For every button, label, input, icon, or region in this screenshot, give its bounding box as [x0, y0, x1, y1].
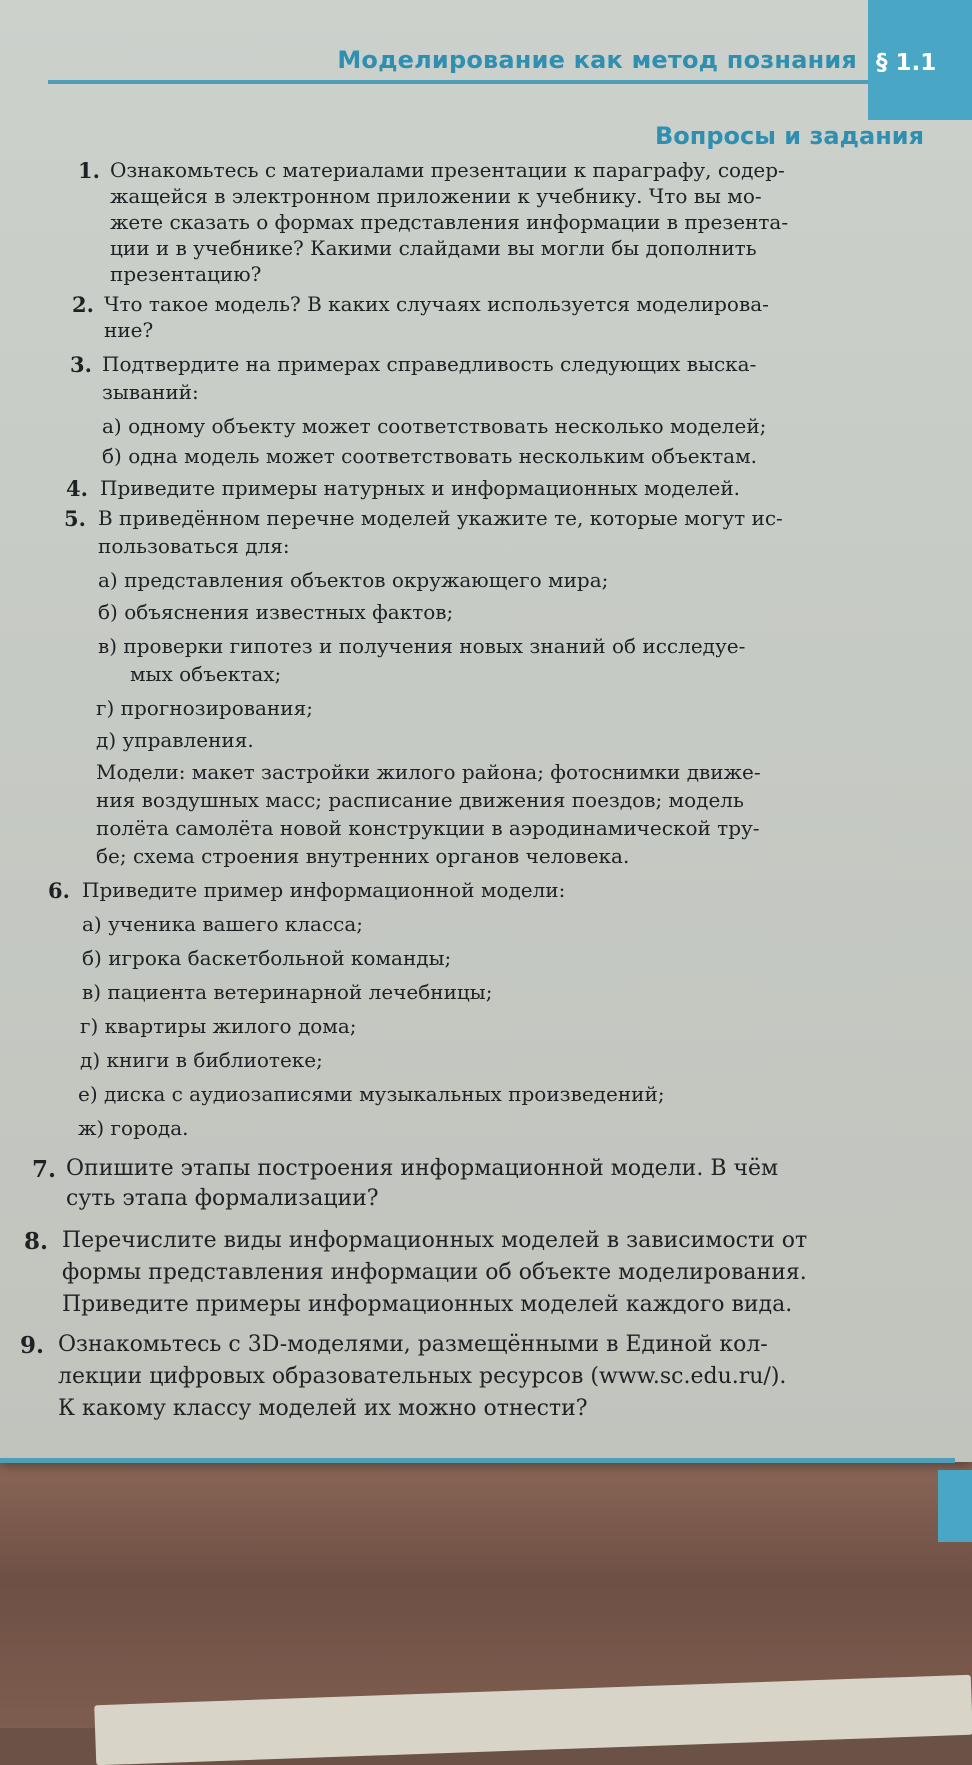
question-line: а) одному объекту может соответствовать несколько моделей;	[102, 414, 767, 438]
footer-rule	[0, 1458, 955, 1463]
question-line: суть этапа формализации?	[66, 1186, 379, 1211]
questions-heading: Вопросы и задания	[654, 122, 924, 150]
question-line: жащейся в электронном приложении к учебнику. Что вы мо-	[110, 184, 762, 208]
question-line: Ознакомьтесь с материалами презентации к параграфу, содер-	[110, 158, 785, 182]
question-number: 6.	[48, 878, 70, 903]
question-line: пользоваться для:	[98, 534, 290, 558]
question-line: е) диска с аудиозаписями музыкальных произведений;	[78, 1082, 665, 1106]
question-line: зываний:	[102, 380, 199, 404]
question-line: г) квартиры жилого дома;	[80, 1014, 357, 1038]
question-line: Приведите примеры информационных моделей каждого вида.	[62, 1292, 793, 1317]
question-line: Ознакомьтесь с 3D-моделями, размещёнными в Единой кол-	[58, 1332, 768, 1357]
question-line: а) представления объектов окружающего мира;	[98, 568, 609, 592]
question-line: б) игрока баскетбольной команды;	[82, 946, 452, 970]
question-number: 8.	[24, 1228, 49, 1255]
question-number: 9.	[20, 1332, 45, 1359]
question-line: Что такое модель? В каких случаях используется моделирова-	[104, 292, 769, 316]
question-line: б) объяснения известных фактов;	[98, 600, 454, 624]
question-line: формы представления информации об объекте моделирования.	[62, 1260, 807, 1285]
question-line: ж) города.	[78, 1116, 189, 1140]
page-header-title: Моделирование как метод познания	[337, 46, 857, 74]
question-line: Подтвердите на примерах справедливость следующих выска-	[102, 352, 757, 376]
question-line: ния воздушных масс; расписание движения поездов; модель	[96, 788, 744, 812]
question-number: 7.	[32, 1156, 57, 1183]
question-line: Приведите пример информационной модели:	[82, 878, 566, 902]
question-line: ции и в учебнике? Какими слайдами вы могли бы дополнить	[110, 236, 757, 260]
question-line: б) одна модель может соответствовать нескольким объектам.	[102, 444, 757, 468]
question-line: в) пациента ветеринарной лечебницы;	[82, 980, 493, 1004]
question-number: 5.	[64, 506, 86, 531]
question-line: презентацию?	[110, 262, 262, 286]
question-line: лекции цифровых образовательных ресурсов (www.sc.edu.ru/).	[58, 1364, 787, 1389]
question-line: Модели: макет застройки жилого района; фотоснимки движе-	[96, 760, 761, 784]
header-rule	[48, 80, 868, 84]
question-line: мых объектах;	[130, 662, 282, 686]
question-line: д) управления.	[96, 728, 254, 752]
question-number: 3.	[70, 352, 92, 377]
question-line: В приведённом перечне моделей укажите те, которые могут ис-	[98, 506, 783, 530]
question-number: 4.	[66, 476, 88, 501]
question-line: жете сказать о формах представления информации в презента-	[110, 210, 789, 234]
question-line: бе; схема строения внутренних органов человека.	[96, 844, 630, 868]
question-line: Перечислите виды информационных моделей в зависимости от	[62, 1228, 808, 1253]
question-line: Опишите этапы построения информационной модели. В чём	[66, 1156, 779, 1181]
question-number: 1.	[78, 158, 100, 183]
question-line: Приведите примеры натурных и информационных моделей.	[100, 476, 741, 500]
question-line: в) проверки гипотез и получения новых знаний об исследуе-	[98, 634, 746, 658]
question-number: 2.	[72, 292, 94, 317]
question-line: д) книги в библиотеке;	[80, 1048, 323, 1072]
section-number: § 1.1	[876, 50, 937, 76]
question-line: полёта самолёта новой конструкции в аэродинамической тру-	[96, 816, 760, 840]
question-line: г) прогнозирования;	[96, 696, 313, 720]
bottom-color-tab	[938, 1470, 972, 1542]
question-line: К какому классу моделей их можно отнести?	[58, 1396, 588, 1421]
question-line: а) ученика вашего класса;	[82, 912, 364, 936]
question-line: ние?	[104, 318, 154, 342]
